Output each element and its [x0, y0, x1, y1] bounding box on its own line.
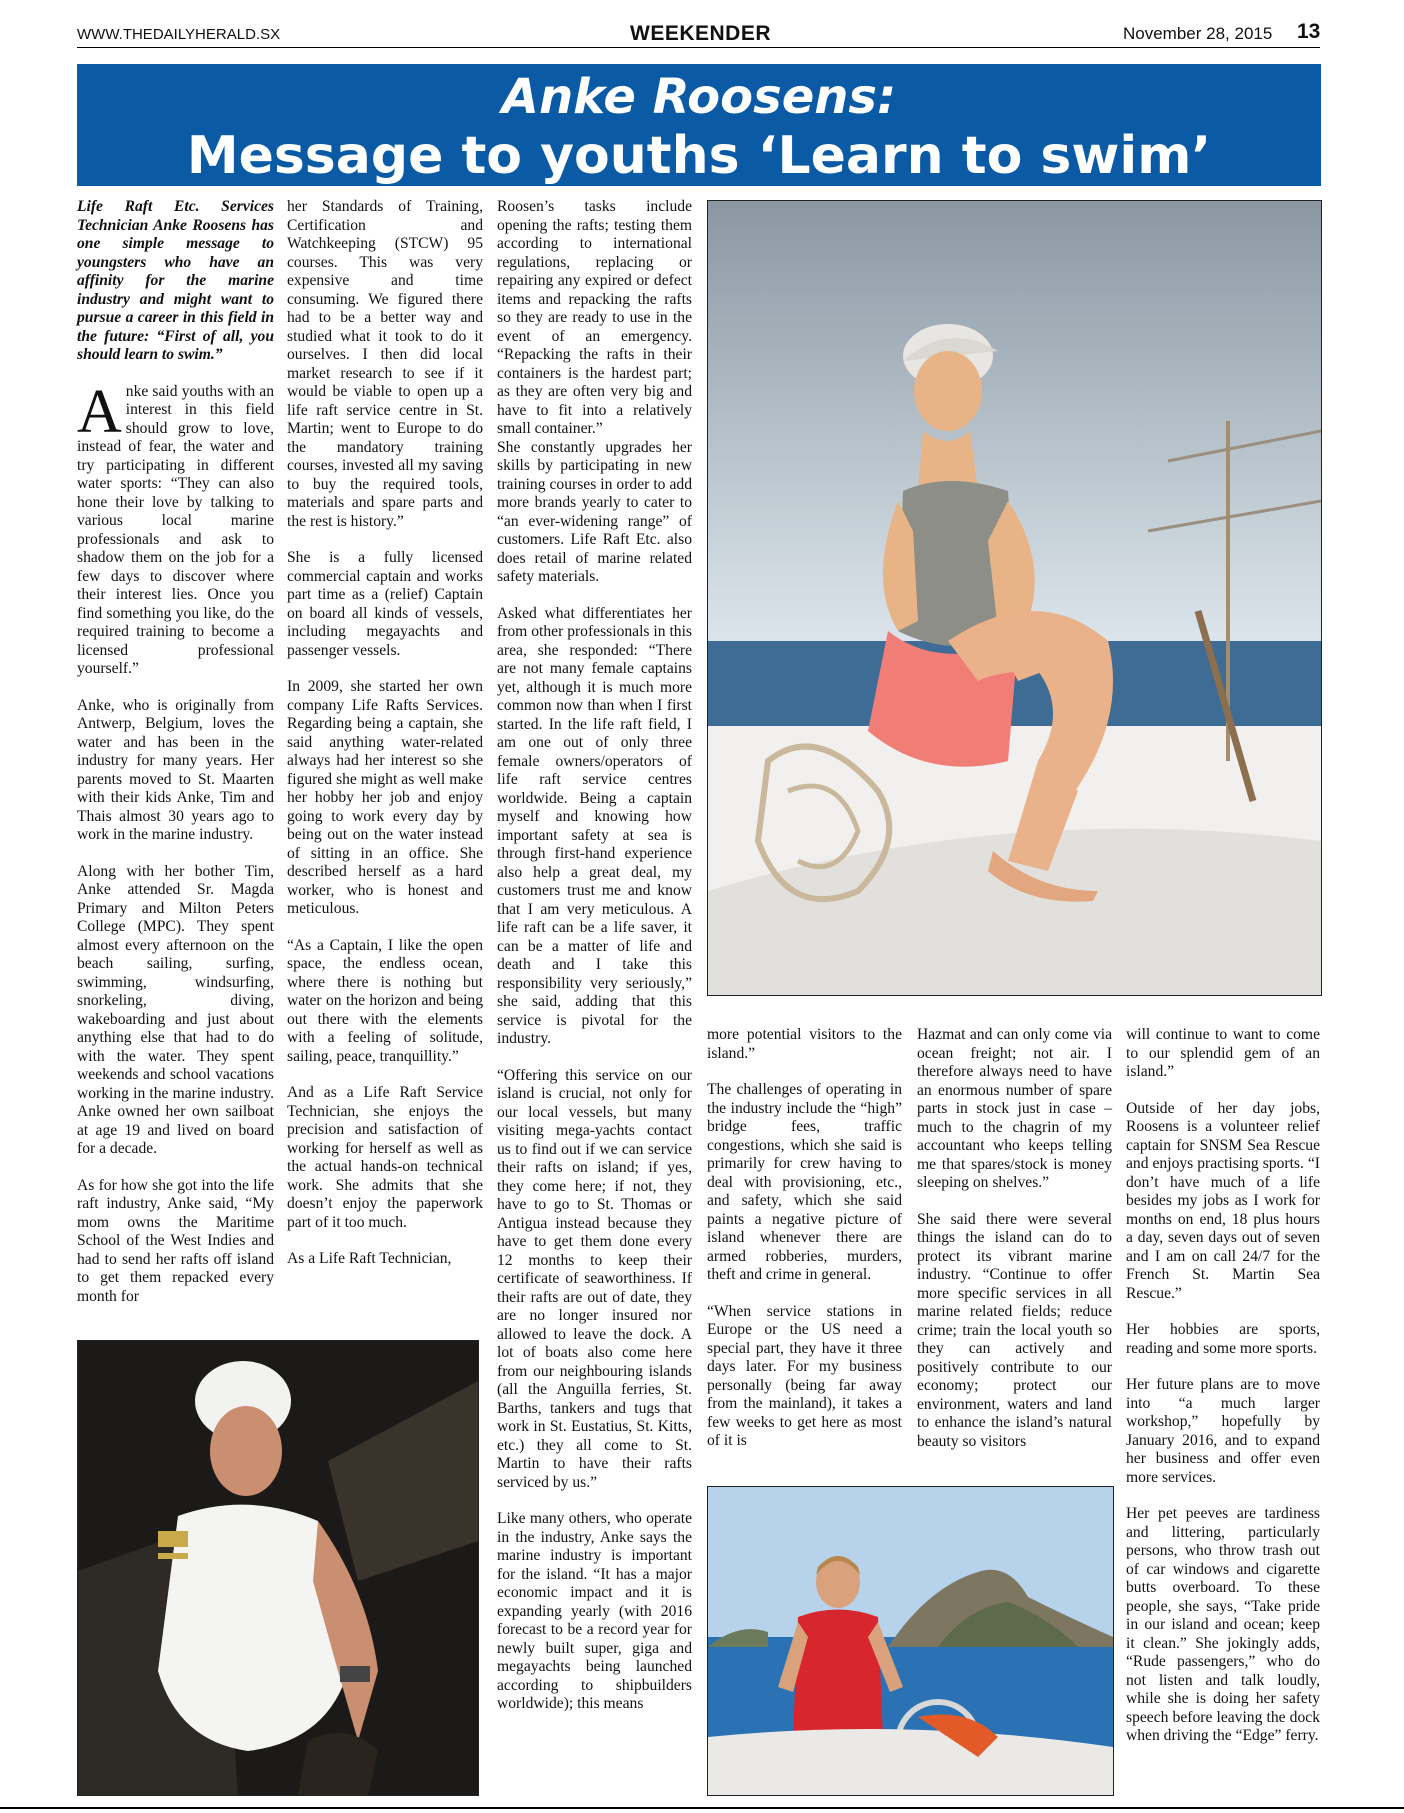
paragraph: Anke, who is originally from Antwerp, Belgium, loves the water and has been in the industry for many years. Her parents moved to St. Maarten with their kids Anke, Tim and Thais almost 30 years ago to work in the marine industry.	[77, 696, 274, 843]
article-column-1	[77, 198, 274, 1306]
paragraph: “Offering this service on our island is crucial, not only for our local vessels, but many visiting mega-yachts contact us to find out if we can service their rafts on island; if yes, they come here; if not, they have to go to St. Thomas or Antigua instead because they have to get them done every 12 months to keep their certificate of seaworthiness. If their rafts are out of date, they are no longer insured nor allowed to leave the dock. A lot of boats also come here from our neighbouring islands (all the Anguilla ferries, St. Barths, tankers and tugs that work in St. Eustatius, St. Kitts, etc.) they all come to St. Martin to have their rafts serviced by us.”	[497, 1066, 692, 1491]
article-column-6	[1126, 1026, 1320, 1746]
paragraph: “As a Captain, I like the open space, the endless ocean, where there is nothing but water on the horizon and being out there with the elements with a feeling of solitude, sailing, peace, tranquillity.”	[287, 936, 483, 1065]
paragraph: Roosen’s tasks include opening the rafts; testing them according to international regulations, replacing or repairing any expired or defect items and repacking the rafts so they are ready to use in the event of an emergency. “Repacking the rafts in their containers is the hardest part; as they are often very big and have to fit into a relatively small container.”	[497, 198, 692, 437]
headline-line-2: Message to youths ‘Learn to swim’	[186, 126, 1212, 186]
paragraph: She said there were several things the island can do to protect its vibrant marine industry. “Continue to offer more specific services in all marine related fields; reduce crime; train the local youth so they can actively and positively contribute to our economy; protect our environment, waters and land to enhance the island’s natural beauty so visitors	[917, 1210, 1112, 1450]
main-photo	[707, 200, 1322, 996]
drop-cap: A	[77, 377, 122, 446]
paragraph: Her future plans are to move into “a much larger workshop,” hopefully by January 2016, and to expand her business and offer even more services.	[1126, 1376, 1320, 1486]
paragraph: “When service stations in Europe or the US need a special part, they have it three days later. For my business personally (being far away from the mainland), it takes a few weeks to get here as most of it is	[707, 1302, 902, 1449]
paragraph: The challenges of operating in the industry include the “high” bridge fees, traffic congestions, which she said is primarily for crew having to deal with provisioning, etc., and safety, which she said paints a negative picture of island whenever there are armed robberies, murders, theft and crime in general.	[707, 1081, 902, 1283]
paragraph: As a Life Raft Technician,	[287, 1250, 452, 1267]
paragraph: As for how she got into the life raft industry, Anke said, “My mom owns the Maritime School of the West Indies and had to send her rafts off island to get them repacked every month for	[77, 1176, 274, 1305]
paragraph: She is a fully licensed commercial captain and works part time as a (relief) Captain on board all kinds of vessels, including megayachts and passenger vessels.	[287, 549, 483, 659]
article-column-2	[287, 198, 483, 1269]
paragraph: Hazmat and can only come via ocean freight; not air. I therefore always need to have an enormous number of spare parts in stock just in case – much to the chagrin of my accountant who keeps telling me that spares/stock is money sleeping on shelves.”	[917, 1026, 1112, 1191]
paragraph-text: nke said youths with an interest in this field should grow to love, instead of fear, the water and try participating in different water sports: “They can also hone their love by talking to various local marine professionals and ask to shadow them on the job for a few days to discover where their interest lies. Once you find something you like, do the required training to become a licensed professional yourself.”	[77, 382, 274, 677]
paragraph: She constantly upgrades her skills by participating in new training courses in order to add more brands yearly to cater to “an ever-widening range” of customers. Life Raft Etc. also does retail of marine related safety materials.	[497, 438, 692, 585]
paragraph	[77, 377, 274, 679]
headline-banner	[77, 64, 1321, 186]
paragraph: And as a Life Raft Service Technician, she enjoys the precision and satisfaction of working for herself as well as the actual hands-on technical work. She admits that she doesn’t enjoy the paperwork part of it too much.	[287, 1084, 483, 1231]
article-column-4	[707, 1026, 902, 1451]
article-column-3	[497, 198, 692, 1714]
paragraph: her Standards of Training, Certification and Watchkeeping (STCW) 95 courses. This was very expensive and time consuming. We figured there had to be a better way and studied what it took to do it ourselves. I then did local market research to see if it would be viable to open up a life raft service centre in St. Martin; went to Europe to do the mandatory training courses, invested all my saving to buy the required tools, materials and spare parts and the rest is history.”	[287, 198, 483, 530]
page-number: 13	[1297, 20, 1321, 43]
header-divider	[77, 47, 1320, 48]
paragraph: Asked what differentiates her from other professionals in this area, she responded: “There are not many female captains yet, although it is much more common now than when I first started. In the life raft field, I am one out of only three female owners/operators of life raft service centres worldwide. Being a captain myself and knowing how important safety at sea is through first-hand experience also help a great deal, my customers trust me and know that I am very meticulous. A life raft can be a life saver, it can be a matter of life and death and I take this responsibility very seriously,” she said, adding that this service is pivotal for the industry.	[497, 604, 692, 1047]
paragraph: Her hobbies are sports, reading and some more sports.	[1126, 1321, 1320, 1357]
paragraph: more potential visitors to the island.”	[707, 1026, 902, 1062]
paragraph: Like many others, who operate in the industry, Anke says the marine industry is important for the island. “It has a major economic impact and it is expanding yearly (with 2016 forecast to be a record year for newly built super, giga and megayachts being launched according to shipbuilders worldwide); this means	[497, 1510, 692, 1712]
lead-paragraph: Life Raft Etc. Services Technician Anke Roosens has one simple message to youngsters who have an affinity for the marine industry and might want to pursue a career in this field in the future: “First of all, you should learn to swim.”	[77, 198, 274, 363]
headline-line-1: Anke Roosens:	[501, 69, 897, 125]
captain-photo	[77, 1340, 479, 1796]
paragraph: Her pet peeves are tardiness and littering, particularly persons, who throw trash out of car windows and cigarette butts overboard. To these people, she says, “Take pride in our island and ocean; keep it clean.” She jokingly adds, “Rude passengers,” who do not listen and talk loudly, while she is doing her safety speech before leaving the dock when driving the “Edge” ferry.	[1126, 1505, 1320, 1744]
helm-photo	[707, 1486, 1114, 1796]
paragraph: Outside of her day jobs, Roosens is a volunteer relief captain for SNSM Sea Rescue and enjoys practising sports. “I don’t have much of a life besides my jobs as I work for months on end, 18 plus hours a day, seven days out of seven and I am on call 24/7 for the French St. Martin Sea Rescue.”	[1126, 1099, 1320, 1302]
site-url: WWW.THEDAILYHERALD.SX	[77, 26, 281, 43]
paragraph: Along with her bother Tim, Anke attended Sr. Magda Primary and Milton Peters College (MPC). They spent almost every afternoon on the beach sailing, surfing, swimming, windsurfing, snorkeling, diving, wakeboarding and just about anything else that had to do with the water. They spent weekends and school vacations working in the marine industry. Anke owned her own sailboat at age 19 and lived on board for a decade.	[77, 862, 274, 1157]
section-name: WEEKENDER	[630, 22, 772, 45]
page-bottom-rule	[0, 1807, 1404, 1809]
paragraph: In 2009, she started her own company Life Rafts Services. Regarding being a captain, she said anything water-related always had her interest so she figured she might as well make her hobby her job and enjoy going to work every day by being out on the water instead of sitting in an office. She described herself as a hard worker, who is honest and meticulous.	[287, 678, 483, 917]
paragraph: will continue to want to come to our splendid gem of an island.”	[1126, 1026, 1320, 1080]
issue-date: November 28, 2015	[1123, 24, 1273, 43]
article-column-5	[917, 1026, 1112, 1451]
